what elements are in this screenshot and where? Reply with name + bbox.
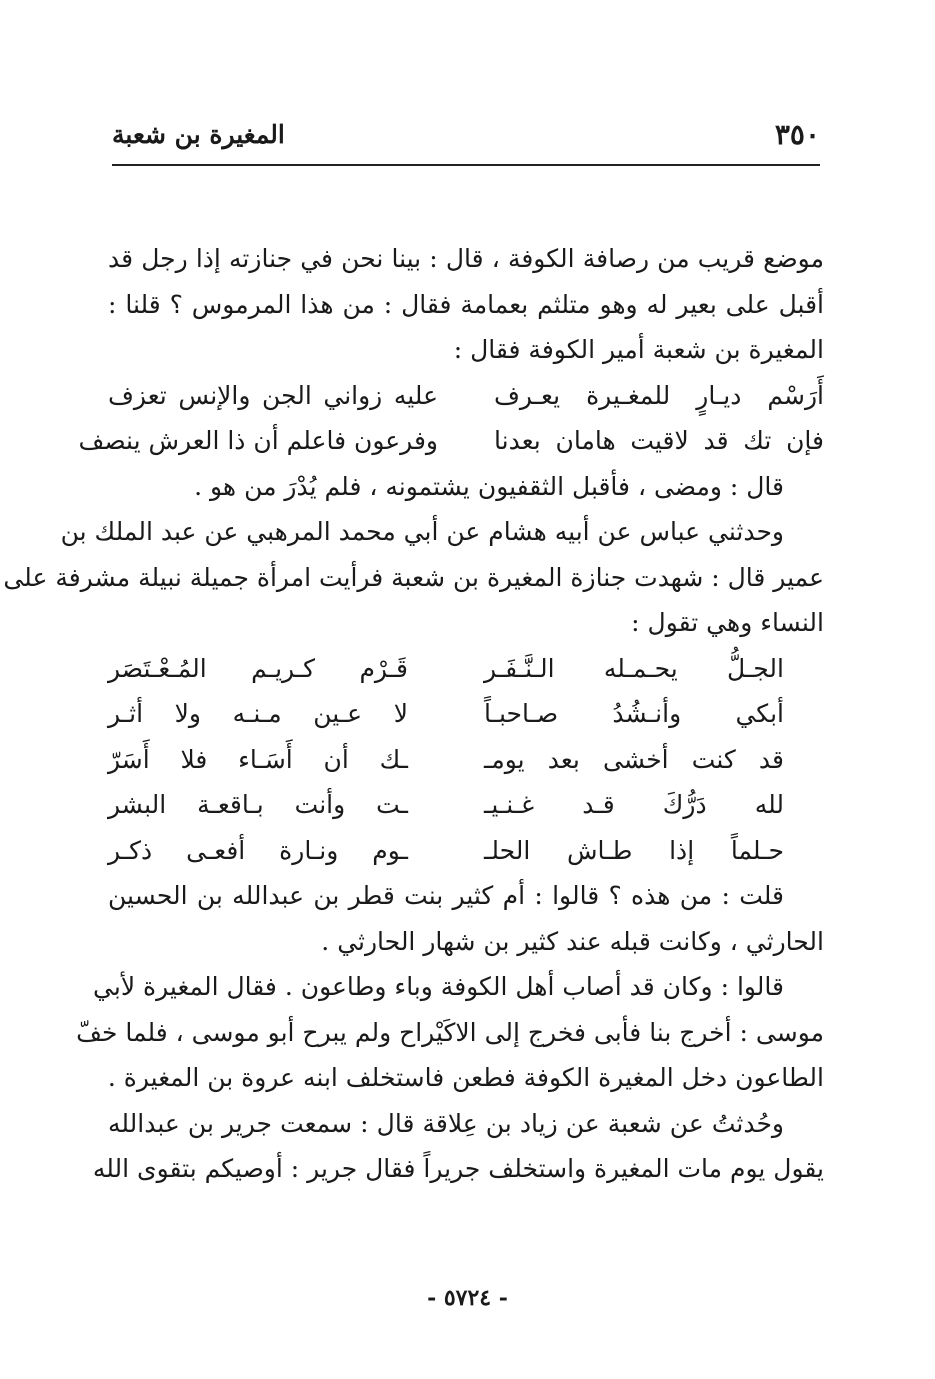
poem-couplet	[108, 828, 784, 874]
poem-couplet	[108, 646, 784, 692]
poem-first-hemistich: قد كنت أخشى بعد يومـ	[484, 744, 784, 774]
text-line: وحُدثتُ عن شعبة عن زياد بن عِلاقة قال : سمعت جرير بن عبدالله	[108, 1108, 784, 1138]
poem-second-hemistich: ـك أن أَسَـاء فلا أَسَرّ	[108, 744, 408, 774]
running-title: المغيرة بن شعبة	[112, 120, 285, 149]
verse-block	[78, 373, 824, 464]
paragraph	[3, 509, 824, 646]
text-line: يقول يوم مات المغيرة واستخلف جريراً فقال جرير : أوصيكم بتقوى الله	[92, 1154, 824, 1183]
text-line: وحدثني عباس عن أبيه هشام عن أبي محمد المرهبي عن عبد الملك بن	[60, 517, 784, 546]
poem-first-hemistich: لله دَرُّكَ قـد غـنـيـ	[484, 790, 784, 819]
paragraph	[108, 236, 824, 373]
poem-first-hemistich: أبكي وأنـشُدُ صـاحبـاً	[484, 699, 784, 728]
paragraph	[108, 873, 824, 964]
poem-couplet	[108, 737, 784, 783]
paragraph	[76, 964, 824, 1101]
header-divider	[112, 164, 820, 166]
text-line: قالوا : وكان قد أصاب أهل الكوفة وباء وطاعون . فقال المغيرة لأبي	[93, 972, 784, 1001]
footer-page-marker: - ٥٧٢٤ -	[427, 1285, 508, 1311]
verse-first-hemistich: فإن تك قد لاقيت هامان بعدنا	[494, 426, 824, 455]
text-line: الحارثي ، وكانت قبله عند كثير بن شهار الحارثي .	[321, 926, 824, 956]
poem-second-hemistich: ـت وأنت بـاقعـة البشر	[108, 790, 408, 819]
poem-second-hemistich: قَـرْم كـريـم المُـعْـتَصَر	[108, 653, 408, 683]
text-line: الطاعون دخل المغيرة الكوفة فطعن فاستخلف ابنه عروة بن المغيرة .	[107, 1063, 824, 1092]
poem-first-hemistich: الجـلُّ يحـمـله الـنَّـفَـر	[484, 653, 784, 683]
text-line: النساء وهي تقول :	[631, 608, 824, 637]
text-line: موضع قريب من رصافة الكوفة ، قال : بينا نحن في جنازته إذا رجل قد	[108, 244, 824, 273]
text-line: موسى : أخرج بنا فأبى فخرج إلى الاكَيْراح ولم يبرح أبو موسى ، فلما خفّ	[76, 1017, 824, 1047]
page-footer	[0, 1285, 935, 1311]
text-line: عمير قال : شهدت جنازة المغيرة بن شعبة فرأيت امرأة جميلة نبيلة مشرفة على	[3, 562, 824, 592]
poem-second-hemistich: ـوم ونـارة أفعـى ذكـر	[108, 835, 408, 865]
verse-second-hemistich: عليه زواني الجن والإنس تعزف	[108, 380, 438, 410]
paragraph	[108, 464, 824, 510]
page-number: ٣٥٠	[774, 118, 820, 151]
poem-block	[108, 646, 784, 874]
page-header	[112, 112, 820, 162]
poem-couplet	[108, 782, 784, 828]
verse-couplet	[108, 373, 824, 419]
poem-first-hemistich: حـلماً إذا طـاش الحلـ	[484, 835, 784, 865]
text-line: قال : ومضى ، فأقبل الثقفيون يشتمونه ، فلم يُدْرَ من هو .	[194, 471, 784, 501]
text-line: المغيرة بن شعبة أمير الكوفة فقال :	[453, 335, 824, 364]
poem-second-hemistich: لا عـين مـنـه ولا أثـر	[108, 699, 408, 728]
verse-couplet	[78, 418, 824, 464]
verse-first-hemistich: أَرَسْم ديـارٍ للمغـيرة يعـرف	[494, 380, 824, 410]
text-line: أقبل على بعير له وهو متلثم بعمامة فقال : من هذا المرموس ؟ قلنا :	[108, 289, 824, 319]
paragraph	[92, 1101, 824, 1192]
poem-couplet	[108, 691, 784, 737]
verse-second-hemistich: وفرعون فاعلم أن ذا العرش ينصف	[78, 426, 438, 455]
text-line: قلت : من هذه ؟ قالوا : أم كثير بنت قطر بن عبدالله بن الحسين	[108, 881, 784, 910]
body-text	[3, 236, 824, 1192]
